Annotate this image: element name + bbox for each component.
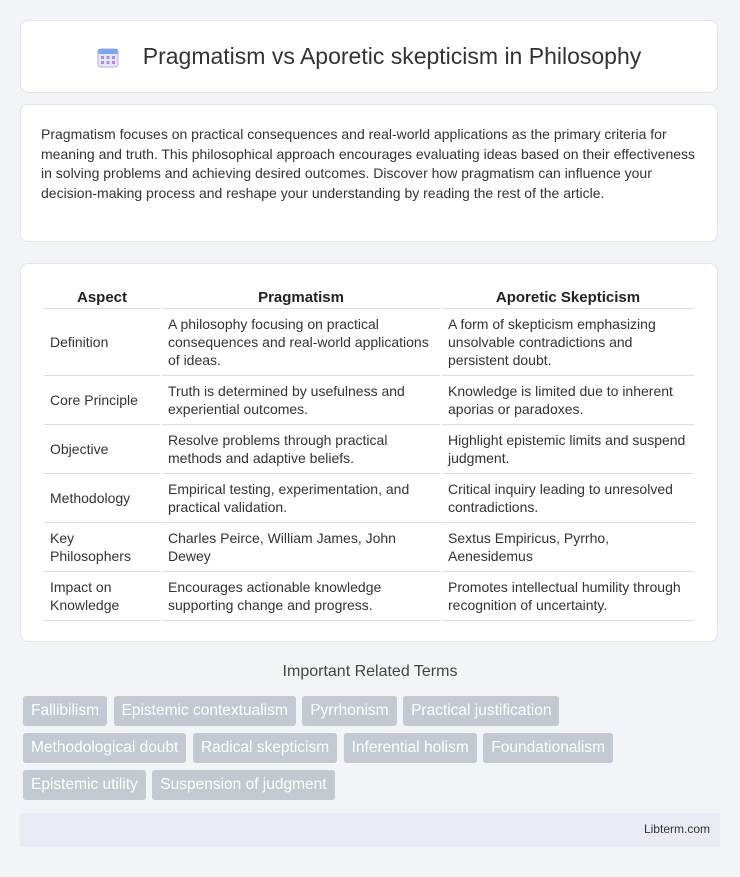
table-row (44, 376, 694, 425)
table-cell: Objective (44, 425, 160, 474)
table-cell: Key Philosophers (44, 523, 160, 572)
table-cell: Empirical testing, experimentation, and practical validation. (162, 474, 440, 523)
related-term-tag[interactable]: Pyrrhonism (302, 696, 396, 726)
table-cell: Promotes intellectual humility through recognition of uncertainty. (442, 572, 694, 621)
related-term-tag[interactable]: Radical skepticism (193, 733, 337, 763)
column-header: Aspect (44, 284, 160, 309)
table-cell: Methodology (44, 474, 160, 523)
related-term-tag[interactable]: Fallibilism (23, 696, 107, 726)
table-row (44, 572, 694, 621)
table-cell: A form of skepticism emphasizing unsolvable contradictions and persistent doubt. (442, 309, 694, 376)
table-cell: Sextus Empiricus, Pyrrho, Aenesidemus (442, 523, 694, 572)
footer-site[interactable]: Libterm.com (643, 822, 710, 836)
intro-text: Pragmatism focuses on practical consequences and real-world applications as the primary criteria for meaning and truth. This philosophical approach encourages evaluating ideas based on their effectiveness in solving problems and achieving desired outcomes. Discover how pragmatism can influence your decision-making process and reshape your understanding by reading the rest of the article. (41, 126, 696, 201)
table-cell: Critical inquiry leading to unresolved contradictions. (442, 474, 694, 523)
related-term-tag[interactable]: Inferential holism (344, 733, 477, 763)
table-header-row (44, 284, 694, 309)
table-cell: Charles Peirce, William James, John Dewey (162, 523, 440, 572)
comparison-table (42, 284, 696, 621)
footer (20, 813, 720, 847)
related-term-tag[interactable]: Foundationalism (483, 733, 613, 763)
related-term-tag[interactable]: Epistemic contextualism (114, 696, 296, 726)
related-terms-title: Important Related Terms (282, 663, 458, 680)
table-cell: Impact on Knowledge (44, 572, 160, 621)
table-cell: Core Principle (44, 376, 160, 425)
table-cell: Definition (44, 309, 160, 376)
table-cell: Encourages actionable knowledge supporting change and progress. (162, 572, 440, 621)
table-cell: A philosophy focusing on practical consequences and real-world applications of ideas. (162, 309, 440, 376)
table-cell: Highlight epistemic limits and suspend judgment. (442, 425, 694, 474)
table-cell: Knowledge is limited due to inherent aporias or paradoxes. (442, 376, 694, 425)
table-row (44, 425, 694, 474)
related-term-tag[interactable]: Suspension of judgment (152, 770, 334, 800)
comparison-table-card (20, 263, 718, 642)
table-cell: Resolve problems through practical methods and adaptive beliefs. (162, 425, 440, 474)
column-header: Pragmatism (162, 284, 440, 309)
calendar-icon (97, 46, 119, 68)
page-title: Pragmatism vs Aporetic skepticism in Philosophy (142, 43, 642, 69)
related-term-tag[interactable]: Methodological doubt (23, 733, 186, 763)
table-row (44, 309, 694, 376)
column-header: Aporetic Skepticism (442, 284, 694, 309)
intro-card (20, 104, 718, 242)
table-row (44, 523, 694, 572)
related-term-tag[interactable]: Practical justification (403, 696, 559, 726)
header-card (20, 20, 718, 93)
table-cell: Truth is determined by usefulness and experiential outcomes. (162, 376, 440, 425)
table-row (44, 474, 694, 523)
related-term-tag[interactable]: Epistemic utility (23, 770, 146, 800)
related-terms-list (23, 696, 723, 807)
